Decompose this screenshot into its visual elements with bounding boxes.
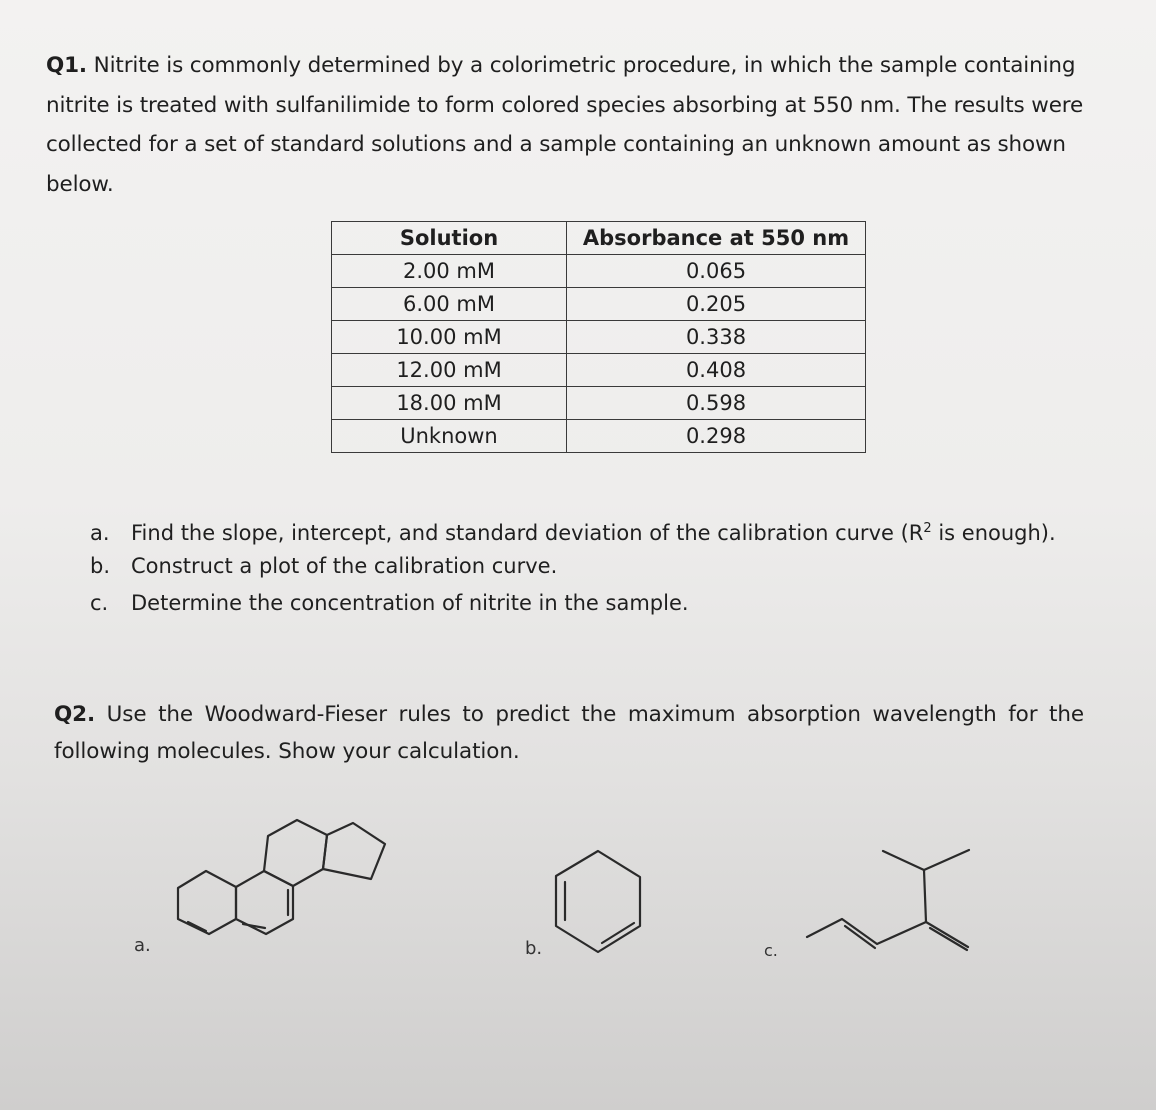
cell-solution: Unknown bbox=[332, 420, 567, 453]
part-text: Construct a plot of the calibration curve. bbox=[131, 553, 558, 578]
superscript: 2 bbox=[923, 521, 932, 536]
cell-absorbance: 0.065 bbox=[567, 255, 866, 288]
molecule-a-label: a. bbox=[134, 935, 151, 956]
cell-absorbance: 0.408 bbox=[567, 354, 866, 387]
cell-solution: 6.00 mM bbox=[332, 288, 567, 321]
question-2-number: Q2. bbox=[54, 702, 96, 727]
question-1-text: Nitrite is commonly determined by a colorimetric procedure, in which the sample containing nitrite is treated with sulfanilimide to form colored species absorbing at 550 nm. The results were collected for a set of standard solutions and a sample containing an unknown amount as shown below. bbox=[46, 53, 1084, 197]
part-text: Find the slope, intercept, and standard deviation of the calibration curve (R bbox=[131, 521, 924, 545]
molecule-a-structure bbox=[178, 820, 385, 934]
cell-absorbance: 0.298 bbox=[567, 420, 866, 453]
molecule-b-label: b. bbox=[525, 938, 543, 959]
header-solution: Solution bbox=[332, 222, 567, 255]
part-label: a. bbox=[90, 521, 110, 545]
part-label: b. bbox=[90, 553, 111, 578]
cell-solution: 2.00 mM bbox=[332, 255, 567, 288]
cell-absorbance: 0.205 bbox=[567, 288, 866, 321]
header-absorbance: Absorbance at 550 nm bbox=[567, 222, 866, 255]
question-2-text: Use the Woodward-Fieser rules to predict the maximum absorption wavelength for the following molecules. Show your calculation. bbox=[54, 702, 1084, 764]
cell-absorbance: 0.598 bbox=[567, 387, 866, 420]
molecule-b-structure bbox=[556, 851, 640, 952]
molecule-c-structure bbox=[807, 850, 969, 950]
cell-solution: 10.00 mM bbox=[332, 321, 567, 354]
cell-absorbance: 0.338 bbox=[567, 321, 866, 354]
part-text: Determine the concentration of nitrite in the sample. bbox=[131, 591, 689, 615]
question-1-number: Q1. bbox=[46, 53, 87, 78]
part-text-end: is enough). bbox=[931, 521, 1056, 545]
cell-solution: 18.00 mM bbox=[332, 387, 567, 420]
molecule-c-label: c. bbox=[764, 941, 778, 960]
part-label: c. bbox=[90, 591, 109, 615]
cell-solution: 12.00 mM bbox=[332, 354, 567, 387]
